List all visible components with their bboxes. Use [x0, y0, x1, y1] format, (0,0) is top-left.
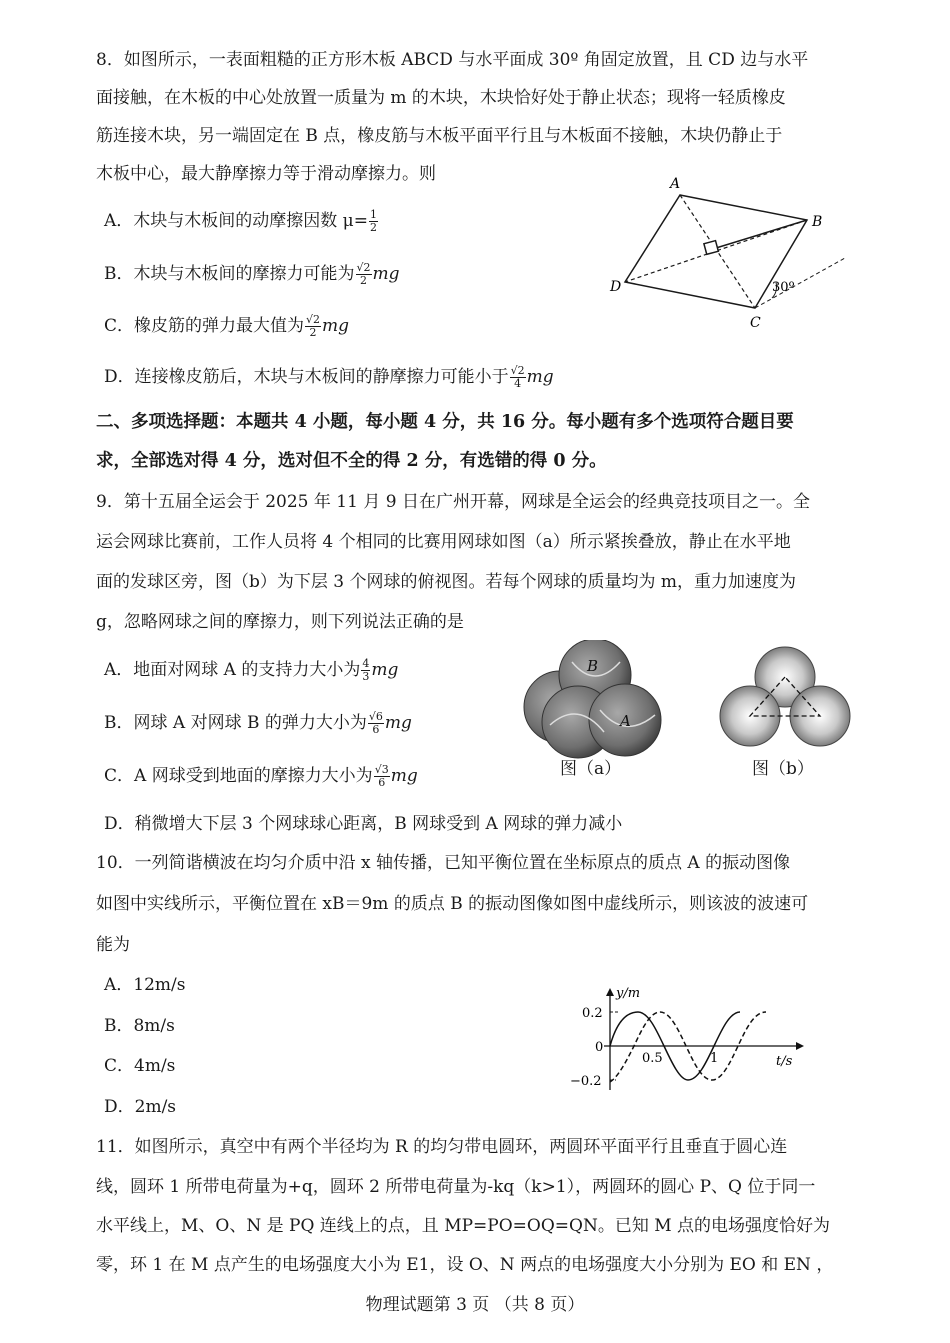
q11-line-4: 零，环 1 在 M 点产生的电场强度大小为 E1，设 O、N 两点的电场强度大小分别为 EO 和 EN ，: [96, 1255, 834, 1275]
q9-line-4: g，忽略网球之间的摩擦力，则下列说法正确的是: [96, 612, 464, 632]
wood-block: [704, 241, 718, 255]
q10-option-c: C．4m/s: [104, 1056, 176, 1076]
graph-ylabel: y/m: [616, 986, 641, 1001]
q9-line-1: 9．第十五届全运会于 2025 年 11 月 9 日在广州开幕，网球是全运会的经典竞技项目之一。全: [96, 492, 810, 512]
q9-option-d: D．稍微增大下层 3 个网球球心距离，B 网球受到 A 网球的弹力减小: [104, 814, 623, 834]
q8-line-3: 筋连接木块，另一端固定在 B 点，橡皮筋与木板平面平行且与木板面不接触，木块仍静止于: [96, 126, 783, 146]
y-axis-arrow: [606, 988, 614, 996]
label-angle: 30º: [772, 280, 795, 295]
q8-line-2: 面接触，在木板的中心处放置一质量为 m 的木块，木块恰好处于静止状态；现将一轻质橡皮: [96, 88, 786, 108]
section-2-title-line-1: 二、多项选择题：本题共 4 小题，每小题 4 分，共 16 分。每小题有多个选项符合题目要: [96, 412, 794, 432]
fraction: $\frac{√3}{6}$: [374, 763, 389, 789]
q10-line-3: 能为: [96, 935, 130, 955]
dashed-curve-b: [610, 1012, 766, 1082]
q10-option-b: B．8m/s: [104, 1016, 175, 1036]
page-footer: 物理试题第 3 页 （共 8 页）: [365, 1295, 585, 1315]
graph-xtick-half: 0.5: [642, 1051, 663, 1066]
graph-ytick-bot: −0.2: [570, 1074, 602, 1089]
q9-option-c: C．A 网球受到地面的摩擦力大小为 $\frac{√3}{6}$ mg: [104, 763, 418, 789]
label-d: D: [610, 279, 622, 295]
fraction: $\frac{√6}{6}$: [368, 710, 383, 736]
q11-line-3: 水平线上，M、O、N 是 PQ 连线上的点，且 MP=PO=OQ=QN。已知 M 点的电场强度恰好为: [96, 1216, 831, 1236]
label-ball-b: B: [587, 657, 599, 675]
q10-line-2: 如图中实线所示，平衡位置在 xB＝9m 的质点 B 的振动图像如图中虚线所示，则该波的波速可: [96, 894, 809, 914]
q8-line-1: 8．如图所示，一表面粗糙的正方形木板 ABCD 与水平面成 30º 角固定放置，且 CD 边与水平: [96, 50, 809, 70]
fraction: $\frac{√2}{4}$: [510, 364, 525, 390]
q10-option-d: D．2m/s: [104, 1097, 177, 1117]
q9-figure-a-caption: 图（a）: [560, 759, 622, 779]
q9-option-a: A．地面对网球 A 的支持力大小为 $\frac{4}{3}$ mg: [104, 657, 399, 683]
q10-vibration-graph: [560, 982, 810, 1094]
fraction: $\frac{√2}{2}$: [356, 261, 371, 287]
q8-option-d: D．连接橡皮筋后，木块与木板间的静摩擦力可能小于 $\frac{√2}{4}$ mg: [104, 364, 554, 390]
q8-option-b: B．木块与木板间的摩擦力可能为 $\frac{√2}{2}$ mg: [104, 261, 400, 287]
q11-line-1: 11．如图所示，真空中有两个半径均为 R 的均匀带电圆环，两圆环平面平行且垂直于圆心连: [96, 1137, 788, 1157]
fraction: $\frac{√2}{2}$: [306, 313, 321, 339]
label-c: C: [750, 315, 761, 331]
section-2-title-line-2: 求，全部选对得 4 分，选对但不全的得 2 分，有选错的得 0 分。: [96, 451, 607, 471]
fraction: $\frac{4}{3}$: [362, 657, 370, 683]
q9-figure-b: [715, 644, 855, 754]
label-b: B: [812, 214, 823, 230]
graph-xtick-one: 1: [710, 1051, 719, 1066]
q11-line-2: 线，圆环 1 所带电荷量为+q，圆环 2 所带电荷量为-kq（k>1），两圆环的圆心 P、Q 位于同一: [96, 1177, 816, 1197]
graph-ytick-top: 0.2: [582, 1006, 603, 1021]
label-ball-a: A: [620, 712, 631, 730]
t-axis-arrow: [796, 1042, 804, 1050]
fraction: $\frac{1}{2}$: [369, 208, 377, 234]
q8-option-c: C．橡皮筋的弹力最大值为 $\frac{√2}{2}$ mg: [104, 313, 350, 339]
q9-line-3: 面的发球区旁，图（b）为下层 3 个网球的俯视图。若每个网球的质量均为 m，重力加速度为: [96, 572, 797, 592]
horizontal-ref-line: [755, 258, 845, 308]
q9-option-b: B．网球 A 对网球 B 的弹力大小为 $\frac{√6}{6}$ mg: [104, 710, 412, 736]
q8-option-a: A．木块与木板间的动摩擦因数 μ= $\frac{1}{2}$: [104, 208, 377, 234]
q10-option-a: A．12m/s: [104, 975, 186, 995]
label-a: A: [670, 176, 681, 192]
q8-board-figure: [600, 170, 860, 335]
q8-line-4: 木板中心，最大静摩擦力等于滑动摩擦力。则: [96, 164, 436, 184]
graph-xlabel: t/s: [776, 1054, 793, 1069]
q10-line-1: 10．一列简谐横波在均匀介质中沿 x 轴传播，已知平衡位置在坐标原点的质点 A 的振动图像: [96, 853, 791, 873]
q9-line-2: 运会网球比赛前，工作人员将 4 个相同的比赛用网球如图（a）所示紧挨叠放，静止在水平地: [96, 532, 791, 552]
q9-figure-b-caption: 图（b）: [752, 759, 814, 779]
graph-ytick-zero: 0: [595, 1040, 604, 1055]
